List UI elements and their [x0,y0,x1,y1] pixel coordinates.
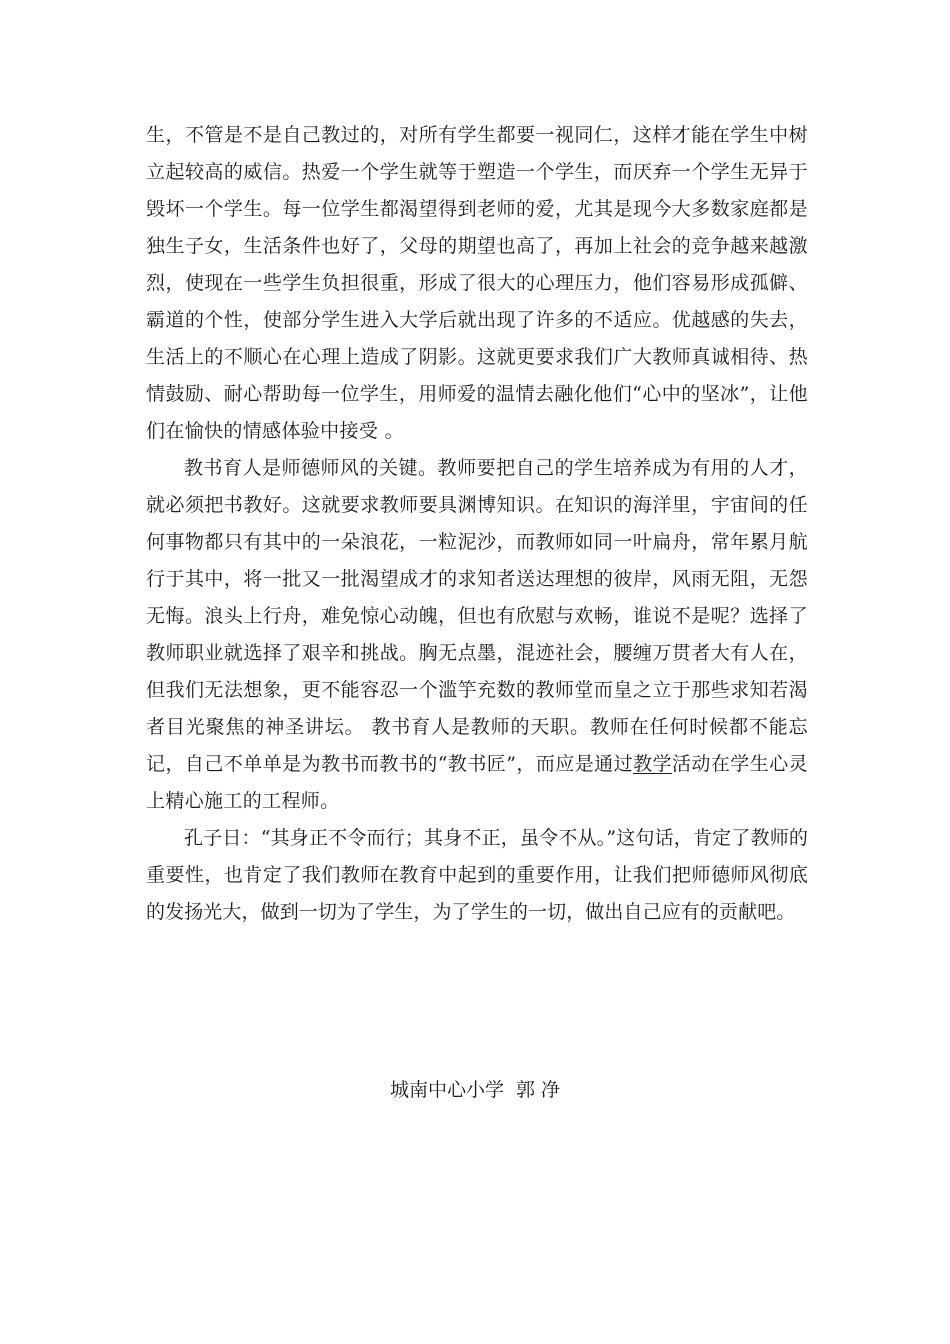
paragraph-teaching-key-tail: 活动在学生心灵上精心施工的工程师。 [146,753,809,812]
paragraph-student-love: 生，不管是不是自己教过的，对所有学生都要一视同仁，这样才能在学生中树立起较高的威信。热爱一个学生就等于塑造一个学生，而厌弃一个学生无异于毁坏一个学生。每一位学生都渴望得到老师的爱，尤其是现今大多数家庭都是独生子女，生活条件也好了，父母的期望也高了，再加上社会的竞争越来越激烈，使现在一些学生负担很重，形成了很大的心理压力，他们容易形成孤僻、霸道的个性，使部分学生进入大学后就出现了许多的不适应。优越感的失去，生活上的不顺心在心理上造成了阴影。这就更要求我们广大教师真诚相待、热情鼓励、耐心帮助每一位学生，用师爱的温情去融化他们“心中的坚冰”，让他们在愉快的情感体验中接受 。 [146,124,808,442]
document-body [146,117,808,931]
paragraph-teaching-key-text: 教书育人是师德师风的关键。教师要把自己的学生培养成为有用的人才，就必须把书教好。这就要求教师要具渊博知识。在知识的海洋里，宇宙间的任何事物都只有其中的一朵浪花，一粒泥沙，而教师如同一叶扁舟，常年累月航行于其中，将一批又一批渴望成才的求知者送达理想的彼岸，风雨无阻，无怨无悔。浪头上行舟，难免惊心动魄，但也有欣慰与欢畅，谁说不是呢？选择了教师职业就选择了艰辛和挑战。胸无点墨，混迹社会，腰缠万贯者大有人在，但我们无法想象，更不能容忍一个滥竽充数的教师堂而皇之立于那些求知若渴者目光聚焦的神圣讲坛。 教书育人是教师的天职。教师在任何时候都不能忘记，自己不单单是为教书而教书的“教书匠”，而应是通过 [146,457,808,775]
teaching-link[interactable]: 教学 [633,753,672,775]
paragraph-confucius-quote: 孔子日：“其身正不令而行；其身不正，虽令不从。”这句话，肯定了教师的重要性，也肯定了我们教师在教育中起到的重要作用，让我们把师德师风彻底的发扬光大，做到一切为了学生，为了学生的一切，做出自己应有的贡献吧。 [146,827,808,923]
author-signature: 城南中心小学 郭 净 [389,1079,561,1101]
paragraph-teaching-key [146,450,808,820]
